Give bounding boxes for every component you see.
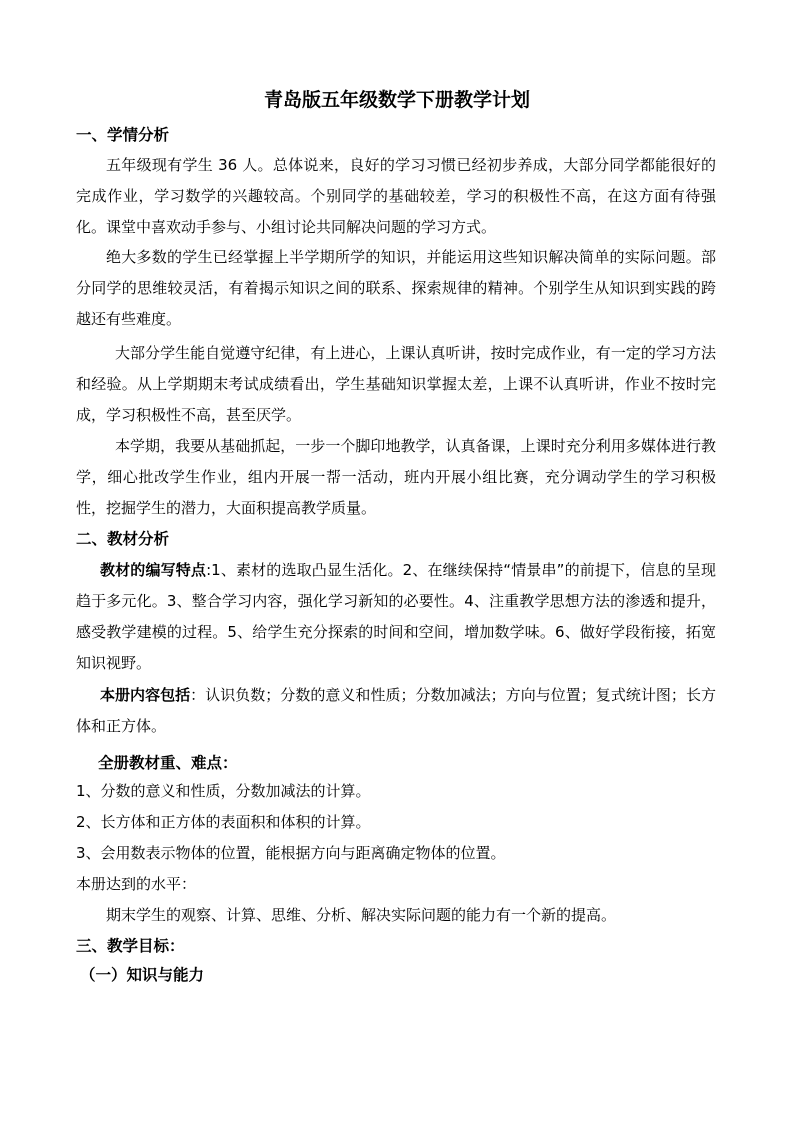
paragraph-class-overview: 五年级现有学生 36 人。总体说来，良好的学习习惯已经初步养成，大部分同学都能很好的完成作业，学习数学的兴趣较高。个别同学的基础较差，学习的积极性不高，在这方面有待强化。课堂中喜欢动手参与、小组讨论共同解决问题的学习方式。	[76, 156, 716, 236]
paragraph-textbook-features	[76, 555, 716, 679]
paragraph-knowledge-mastery: 绝大多数的学生已经掌握上半学期所学的知识，并能运用这些知识解决简单的实际问题。部分同学的思维较灵活，有着揭示知识之间的联系、探索规律的精神。个别学生从知识到实践的跨越还有些难度。	[76, 248, 716, 328]
document-title: 青岛版五年级数学下册教学计划	[263, 89, 530, 111]
features-text: 1、素材的选取凸显生活化。2、在继续保持“情景串”的前提下，信息的呈现趋于多元化。3、整合学习内容，强化学习新知的必要性。4、注重教学思想方法的渗透和提升，感受教学建模的过程。5、给学生充分探索的时间和空间，增加数学味。6、做好学段衔接，拓宽知识视野。	[76, 561, 716, 672]
key-points-heading: 全册教材重、难点：	[98, 754, 238, 772]
paragraph-book-content	[76, 680, 716, 742]
subheading-knowledge-ability: （一）知识与能力	[80, 966, 205, 984]
features-lead: 教材的编写特点	[100, 561, 207, 579]
key-point-item: 1、分数的意义和性质，分数加减法的计算。	[76, 782, 371, 800]
key-point-item: 3、会用数表示物体的位置，能根据方向与距离确定物体的位置。	[76, 844, 506, 862]
paragraph-semester-plan: 本学期，我要从基础抓起，一步一个脚印地教学，认真备课，上课时充分利用多媒体进行教学，细心批改学生作业，组内开展一帮一活动，班内开展小组比赛，充分调动学生的学习积极性，挖掘学生的潜力，大面积提高教学质量。	[76, 437, 716, 517]
content-lead: 本册内容包括	[100, 686, 191, 704]
key-point-item: 2、长方体和正方体的表面积和体积的计算。	[76, 813, 371, 831]
content-colon: ：	[190, 686, 206, 704]
section-heading-teaching-goals: 三、教学目标：	[76, 937, 185, 955]
content-text: 认识负数；分数的意义和性质；分数加减法；方向与位置；复式统计图；长方体和正方体。	[76, 686, 716, 735]
section-heading-textbook-analysis: 二、教材分析	[76, 530, 170, 548]
paragraph-discipline: 大部分学生能自觉遵守纪律，有上进心，上课认真听讲，按时完成作业，有一定的学习方法和经验。从上学期期末考试成绩看出，学生基础知识掌握太差，上课不认真听讲，作业不按时完成，学习积极性不高，甚至厌学。	[76, 344, 716, 424]
level-text: 期末学生的观察、计算、思维、分析、解决实际问题的能力有一个新的提高。	[106, 906, 617, 924]
features-colon: :	[206, 561, 212, 579]
level-label: 本册达到的水平：	[76, 875, 197, 893]
section-heading-learning-analysis: 一、学情分析	[76, 126, 170, 144]
